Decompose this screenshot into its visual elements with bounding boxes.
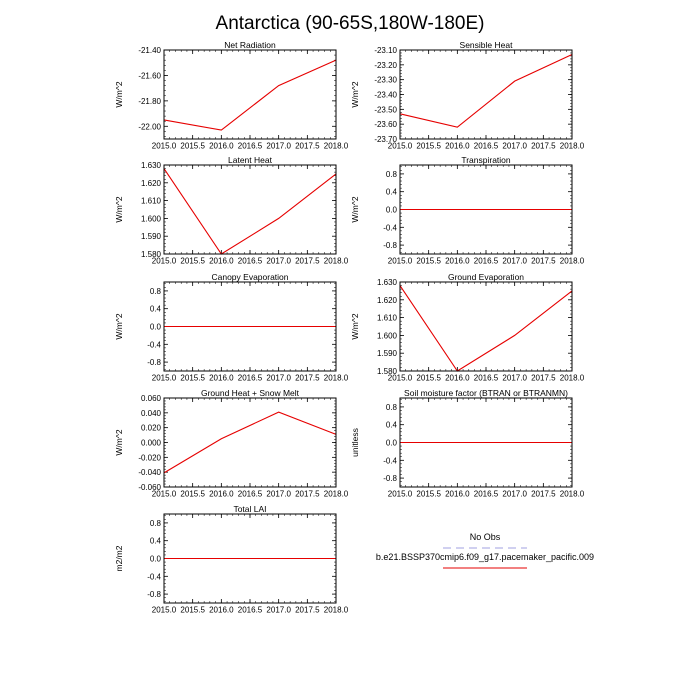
y-tick-label: 0.4 — [385, 420, 397, 430]
x-tick-label: 2017.0 — [266, 256, 291, 266]
x-tick-label: 2018.0 — [559, 489, 585, 499]
y-tick-label: 0.4 — [149, 536, 161, 546]
x-tick-label: 2017.5 — [295, 605, 320, 615]
y-tick-label: -23.20 — [374, 60, 397, 70]
y-tick-label: 1.620 — [140, 178, 161, 188]
x-tick-label: 2016.0 — [445, 373, 470, 383]
series-line — [400, 286, 572, 371]
y-tick-label: 1.630 — [376, 278, 397, 287]
x-tick-label: 2015.5 — [180, 256, 205, 266]
panel-title: Soil moisture factor (BTRAN or BTRANMN) — [404, 388, 568, 398]
series-line — [164, 412, 336, 473]
x-tick-label: 2017.0 — [502, 489, 527, 499]
panel-ground-evaporation — [350, 272, 585, 383]
y-tick-label: 1.590 — [376, 349, 397, 359]
y-tick-label: 0.020 — [140, 423, 161, 433]
x-tick-label: 2015.5 — [416, 373, 441, 383]
y-tick-label: -0.040 — [138, 468, 161, 478]
y-tick-label: 0.0 — [149, 322, 161, 332]
plot-frame — [164, 165, 336, 254]
y-tick-label: 0.8 — [385, 402, 397, 412]
y-tick-label: 1.630 — [140, 161, 161, 170]
y-axis-label: m2/m2 — [114, 545, 124, 572]
legend-obs-label: No Obs — [469, 532, 501, 542]
y-tick-label: 0.000 — [140, 438, 161, 448]
y-tick-label: -23.10 — [374, 46, 397, 55]
x-tick-label: 2016.5 — [473, 489, 499, 499]
x-tick-label: 2016.0 — [209, 141, 234, 151]
x-tick-label: 2016.0 — [445, 256, 470, 266]
y-tick-label: -23.70 — [374, 135, 397, 144]
plot-frame — [164, 398, 336, 487]
x-tick-label: 2016.5 — [237, 489, 263, 499]
x-tick-label: 2017.0 — [502, 373, 527, 383]
x-tick-label: 2017.5 — [295, 489, 320, 499]
x-tick-label: 2015.5 — [416, 489, 441, 499]
panel-title: Ground Evaporation — [447, 272, 525, 282]
x-tick-label: 2017.5 — [295, 256, 320, 266]
panel-title: Ground Heat + Snow Melt — [200, 388, 300, 398]
x-tick-label: 2017.0 — [266, 141, 291, 151]
x-tick-label: 2017.5 — [531, 141, 556, 151]
panel-total-lai — [114, 504, 349, 615]
x-tick-label: 2017.5 — [295, 141, 320, 151]
y-tick-label: -23.30 — [374, 75, 397, 85]
panel-title: Transpiration — [461, 155, 511, 165]
x-tick-label: 2017.0 — [266, 489, 291, 499]
x-tick-label: 2018.0 — [323, 256, 349, 266]
series-line — [164, 169, 336, 254]
y-tick-label: 0.4 — [385, 187, 397, 197]
x-tick-label: 2016.0 — [209, 605, 234, 615]
legend-model-label: b.e21.BSSP370cmip6.f09_g17.pacemaker_pacific.009 — [375, 552, 595, 562]
y-tick-label: 1.600 — [376, 331, 397, 341]
y-tick-label: -21.40 — [138, 46, 161, 55]
x-tick-label: 2016.5 — [473, 141, 499, 151]
y-tick-label: -0.4 — [383, 456, 397, 466]
y-axis-label: W/m^2 — [114, 81, 124, 108]
y-tick-label: -0.8 — [383, 241, 397, 251]
y-tick-label: 0.0 — [385, 205, 397, 215]
x-tick-label: 2017.5 — [531, 256, 556, 266]
panel-title: Net Radiation — [224, 40, 276, 50]
x-tick-label: 2017.0 — [266, 373, 291, 383]
y-tick-label: -0.060 — [138, 483, 161, 492]
panel-net-radiation — [114, 40, 349, 151]
x-tick-label: 2017.5 — [295, 373, 320, 383]
y-tick-label: -0.4 — [383, 223, 397, 233]
y-axis-label: W/m^2 — [350, 313, 360, 340]
y-tick-label: 0.4 — [149, 304, 161, 314]
y-tick-label: -23.60 — [374, 120, 397, 130]
x-tick-label: 2018.0 — [323, 373, 349, 383]
x-tick-label: 2016.0 — [445, 489, 470, 499]
y-axis-label: W/m^2 — [114, 313, 124, 340]
panel-title: Sensible Heat — [459, 40, 513, 50]
y-tick-label: 1.590 — [140, 232, 161, 242]
figure-title: Antarctica (90-65S,180W-180E) — [215, 13, 485, 34]
x-tick-label: 2015.0 — [151, 141, 177, 151]
y-tick-label: 1.600 — [140, 214, 161, 224]
x-tick-label: 2015.0 — [151, 373, 177, 383]
x-tick-label: 2015.0 — [387, 373, 413, 383]
x-tick-label: 2017.0 — [502, 256, 527, 266]
x-tick-label: 2017.0 — [502, 141, 527, 151]
x-tick-label: 2016.5 — [473, 373, 499, 383]
y-tick-label: 1.620 — [376, 295, 397, 305]
y-tick-label: 0.8 — [385, 169, 397, 179]
legend — [376, 532, 594, 568]
y-tick-label: -23.50 — [374, 105, 397, 115]
y-axis-label: W/m^2 — [350, 196, 360, 223]
series-line — [164, 60, 336, 130]
x-tick-label: 2015.0 — [387, 141, 413, 151]
x-tick-label: 2016.0 — [209, 373, 234, 383]
plot-frame — [400, 50, 572, 139]
panel-transpiration — [350, 155, 585, 266]
y-tick-label: 0.0 — [385, 438, 397, 448]
x-tick-label: 2018.0 — [559, 141, 585, 151]
panel-latent-heat — [114, 155, 349, 266]
y-tick-label: -21.60 — [138, 71, 161, 81]
panel-ground-heat-snow-melt — [114, 388, 349, 499]
x-tick-label: 2016.5 — [237, 256, 263, 266]
plot-frame — [164, 50, 336, 139]
y-tick-label: -0.4 — [147, 572, 161, 582]
x-tick-label: 2017.5 — [531, 489, 556, 499]
x-tick-label: 2018.0 — [559, 256, 585, 266]
x-tick-label: 2016.5 — [237, 605, 263, 615]
x-tick-label: 2017.5 — [531, 373, 556, 383]
y-tick-label: -0.8 — [147, 590, 161, 600]
y-tick-label: -22.00 — [138, 122, 161, 132]
x-tick-label: 2018.0 — [323, 141, 349, 151]
y-tick-label: 1.610 — [140, 196, 161, 206]
y-tick-label: 0.040 — [140, 408, 161, 418]
x-tick-label: 2018.0 — [323, 605, 349, 615]
x-tick-label: 2016.5 — [237, 373, 263, 383]
y-axis-label: W/m^2 — [114, 196, 124, 223]
y-tick-label: -0.4 — [147, 340, 161, 350]
y-tick-label: 0.8 — [149, 286, 161, 296]
x-tick-label: 2015.0 — [151, 489, 177, 499]
panel-title: Latent Heat — [228, 155, 272, 165]
y-tick-label: 0.060 — [140, 394, 161, 403]
panel-title: Canopy Evaporation — [211, 272, 289, 282]
x-tick-label: 2017.0 — [266, 605, 291, 615]
y-tick-label: 1.610 — [376, 313, 397, 323]
y-tick-label: 1.580 — [376, 367, 397, 376]
y-axis-label: W/m^2 — [114, 429, 124, 456]
y-tick-label: -0.020 — [138, 453, 161, 463]
x-tick-label: 2016.5 — [237, 141, 263, 151]
x-tick-label: 2015.5 — [416, 141, 441, 151]
x-tick-label: 2015.0 — [151, 605, 177, 615]
x-tick-label: 2018.0 — [323, 489, 349, 499]
panel-title: Total LAI — [233, 504, 267, 514]
panel-soil-moisture-factor-btran-or-btranmn — [350, 388, 585, 499]
panel-canopy-evaporation — [114, 272, 349, 383]
y-tick-label: 0.8 — [149, 518, 161, 528]
x-tick-label: 2016.5 — [473, 256, 499, 266]
x-tick-label: 2015.5 — [180, 373, 205, 383]
x-tick-label: 2015.0 — [387, 256, 413, 266]
y-axis-label: unitless — [350, 428, 360, 457]
panel-grid — [114, 40, 585, 615]
x-tick-label: 2018.0 — [559, 373, 585, 383]
x-tick-label: 2015.5 — [180, 489, 205, 499]
x-tick-label: 2015.0 — [151, 256, 177, 266]
y-tick-label: -0.8 — [147, 358, 161, 368]
y-tick-label: 0.0 — [149, 554, 161, 564]
y-tick-label: -23.40 — [374, 90, 397, 100]
panel-sensible-heat — [350, 40, 585, 151]
x-tick-label: 2015.5 — [180, 605, 205, 615]
x-tick-label: 2016.0 — [445, 141, 470, 151]
y-axis-label: W/m^2 — [350, 81, 360, 108]
y-tick-label: -21.80 — [138, 96, 161, 106]
y-tick-label: -0.8 — [383, 474, 397, 484]
y-tick-label: 1.580 — [140, 250, 161, 259]
plot-frame — [400, 282, 572, 371]
x-tick-label: 2016.0 — [209, 489, 234, 499]
x-tick-label: 2015.5 — [416, 256, 441, 266]
series-line — [400, 54, 572, 127]
x-tick-label: 2015.5 — [180, 141, 205, 151]
x-tick-label: 2015.0 — [387, 489, 413, 499]
x-tick-label: 2016.0 — [209, 256, 234, 266]
